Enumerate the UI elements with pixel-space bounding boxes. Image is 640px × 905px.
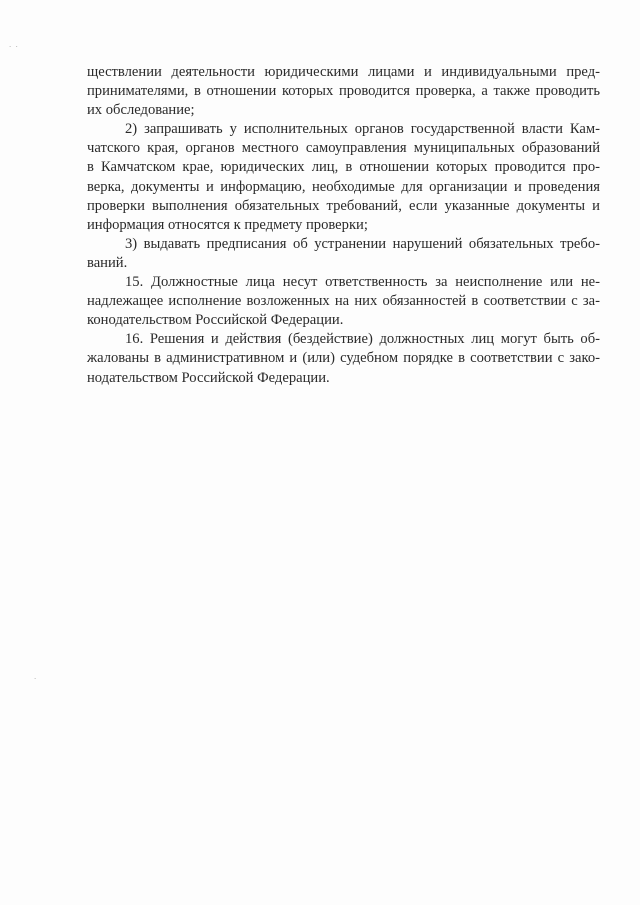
paragraph-16 xyxy=(87,330,600,387)
text-line: 15. Должностные лица несут ответственность за неисполнение или не- xyxy=(125,274,600,291)
text-line: проверки выполнения обязательных требований, если указанные документы и xyxy=(87,197,600,214)
text-line: верка, документы и информацию, необходимые для организации и проведения xyxy=(87,178,600,195)
text-line: 2) запрашивать у исполнительных органов государственной власти Кам- xyxy=(125,121,600,138)
document-body xyxy=(87,63,600,388)
text-line: надлежащее исполнение возложенных на них обязанностей в соответствии с за- xyxy=(87,293,600,310)
text-line: ваний. xyxy=(87,254,128,271)
paragraph-15 xyxy=(87,273,600,330)
text-line: конодательством Российской Федерации. xyxy=(87,312,344,329)
text-line: чатского края, органов местного самоуправления муниципальных образований xyxy=(87,140,600,157)
text-line: нодательством Российской Федерации. xyxy=(87,369,330,386)
scan-margin-mark: · · xyxy=(9,43,18,51)
text-line: ществлении деятельности юридическими лицами и индивидуальными пред- xyxy=(87,64,600,80)
text-line: принимателями, в отношении которых проводится проверка, а также проводить xyxy=(87,83,600,100)
paragraph-item-3 xyxy=(87,235,600,273)
text-line: 16. Решения и действия (бездействие) должностных лиц могут быть об- xyxy=(125,331,600,348)
text-line: 3) выдавать предписания об устранении нарушений обязательных требо- xyxy=(125,235,600,252)
text-line: их обследование; xyxy=(87,102,195,119)
text-line: жалованы в административном и (или) судебном порядке в соответствии с зако- xyxy=(87,350,600,367)
paragraph-item-2 xyxy=(87,120,600,235)
text-line: информация относятся к предмету проверки; xyxy=(87,216,368,233)
text-line: в Камчатском крае, юридических лиц, в отношении которых проводится про- xyxy=(87,159,600,176)
scan-margin-mark: · xyxy=(34,675,37,683)
paragraph-continuation xyxy=(87,63,600,120)
